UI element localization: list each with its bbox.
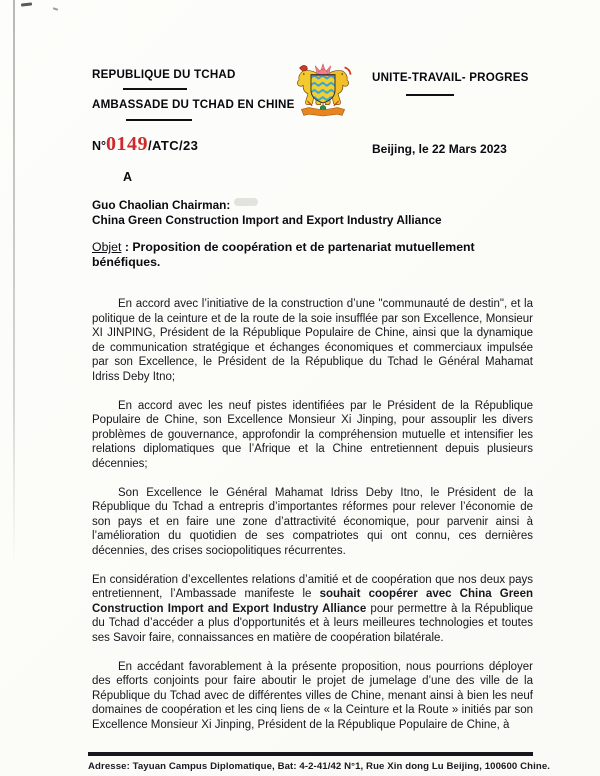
ref-suffix: /ATC/23 [148,138,199,153]
footer-divider [88,752,533,756]
subject-label: Objet [92,240,122,254]
subject-separator: : [121,240,133,254]
country-title: REPUBLIQUE DU TCHAD [92,68,236,81]
scan-artifact [21,2,32,6]
reference-number [92,133,198,156]
paragraph-4-bold-text: souhait coopérer avec China Green Construction Import and Export Industry Alliance [92,588,533,615]
salutation: A [123,170,133,184]
letter-body [92,297,533,747]
paragraph-5: En accédant favorablement à la présente proposition, nous pourrions déployer des efforts conjoints pour faire aboutir le projet de jumelage d’une des ville de la République du Tchad avec de différentes villes de Chine, menant ainsi à bien les neuf domaines de coopération et les cinq liens de « la Ceinture et la Route » initiés par son Excellence Monsieur Xi Jinping, Président de la République Populaire de Chine, à [92,660,533,731]
ref-number: 0149 [106,133,149,155]
footer-address: Adresse: Tayuan Campus Diplomatique, Bat: 4-2-41/42 N°1, Rue Xin dong Lu Beijing, 100600 Chine. [88,761,551,772]
recipient-name: Guo Chaolian Chairman: [92,198,231,212]
scan-edge-artifact [13,0,15,565]
scan-artifact [53,7,58,11]
motto: UNITE-TRAVAIL- PROGRES [372,71,529,84]
embassy-title: AMBASSADE DU TCHAD EN CHINE [92,98,295,112]
subject-line [92,240,533,270]
recipient-block [92,198,442,228]
subject-text: Proposition de coopération et de partenariat mutuellement bénéfiques. [92,240,475,269]
divider-line [123,88,187,90]
letterhead-right [372,71,529,96]
paragraph-4 [92,573,533,646]
paragraph-4-text: En considération d’excellentes relations d’amitié et de coopération que nos deux pays entretiennent, l’Ambassade manifeste le [92,573,533,600]
ref-prefix: N° [92,139,107,153]
chad-coat-of-arms-icon [287,59,359,119]
divider-line [406,94,454,96]
paragraph-2: En accord avec les neuf pistes identifiées par le Président de la République Populaire de Chine, son Excellence Monsieur Xi Jinping, pour assouplir les divers problèmes de gouvernance, approfondir la compréhension mutuelle et intensifier les relations diplomatiques que l’Afrique et la Chine entretiennent depuis plusieurs décennies; [92,399,533,470]
divider-line [126,119,192,121]
paragraph-1: En accord avec l’initiative de la construction d’une "communauté de destin", et la politique de la ceinture et de la route de la soie insufflée par son Excellence, Monsieur XI JINPING, Président de la République Populaire de Chine, ainsi que la dynamique de communication stratégique et échanges économiques et commerciaux impulsée par son Excellence, le Président de la République du Tchad le Général Mahamat Idriss Deby Itno; [92,298,533,383]
letterhead-left [92,68,295,121]
paragraph-3: Son Excellence le Général Mahamat Idriss Deby Itno, le Président de la République du Tchad a entrepris d’importantes réformes pour relever l’économie de son pays et en faire une zone d’attractivité économique, pour parvenir ainsi à l’amélioration du quotidien de ses compatriotes qui ont connu, ces dernières décennies, des crises sociopolitiques récurrentes. [92,486,533,557]
paragraph-4-text: pour permettre à la République du Tchad d’accéder a plus d'opportunités et à leurs meilleures technologies et toutes ses Savoir faire, connaissances en matière de coopération bilatérale. [92,602,533,644]
recipient-organization: China Green Construction Import and Export Industry Alliance [92,213,442,227]
dateline: Beijing, le 22 Mars 2023 [372,142,507,156]
